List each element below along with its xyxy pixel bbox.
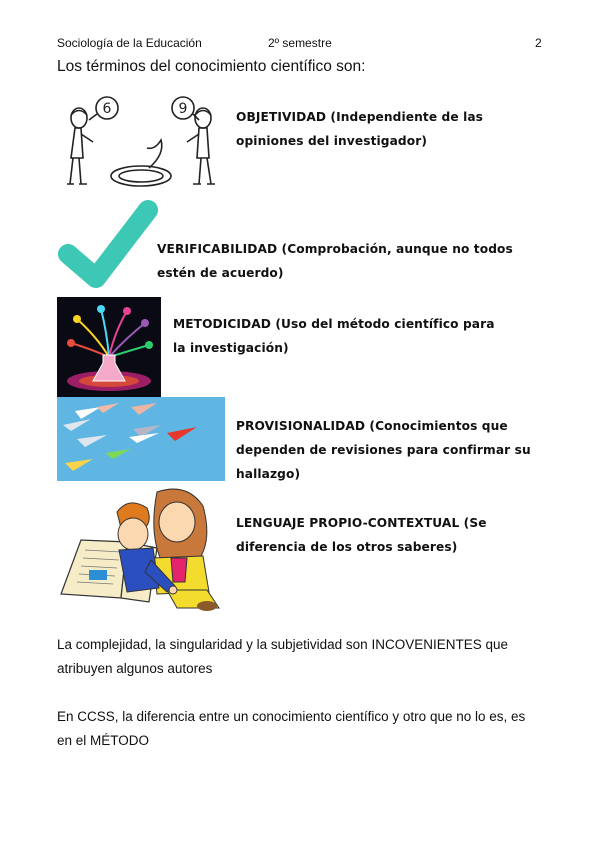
page-number: 2 [535, 36, 542, 50]
svg-text:9: 9 [178, 101, 188, 117]
paragraph-inconvenientes: La complejidad, la singularidad y la subjetividad son INCOVENIENTES que atribuyen algunos autores [57, 637, 508, 676]
term-lenguaje: LENGUAJE PROPIO-CONTEXTUAL (Se diferencia de los otros saberes) [236, 516, 487, 554]
term-provisionalidad: PROVISIONALIDAD (Conocimientos que dependen de revisiones para confirmar su hallazgo) [236, 419, 531, 481]
term-verificabilidad: VERIFICABILIDAD (Comprobación, aunque no todos estén de acuerdo) [157, 242, 513, 280]
paragraph-metodo: En CCSS, la diferencia entre un conocimiento científico y otro que no lo es, es en el MÉTODO [57, 709, 526, 748]
course-title: Sociología de la Educación [57, 36, 202, 50]
term-objetividad: OBJETIVIDAD (Independiente de las opiniones del investigador) [236, 110, 484, 148]
term-metodicidad: METODICIDAD (Uso del método científico para la investigación) [173, 317, 495, 355]
glowing-flask-illustration [57, 297, 161, 397]
semester-label: 2º semestre [268, 36, 332, 50]
six-nine-perspective-illustration [57, 88, 225, 192]
intro-text: Los términos del conocimiento científico son: [57, 58, 366, 75]
children-reading-book-illustration [57, 482, 227, 614]
paper-planes-illustration [57, 397, 225, 481]
svg-text:6: 6 [102, 101, 112, 117]
teal-checkmark-icon [58, 196, 158, 294]
